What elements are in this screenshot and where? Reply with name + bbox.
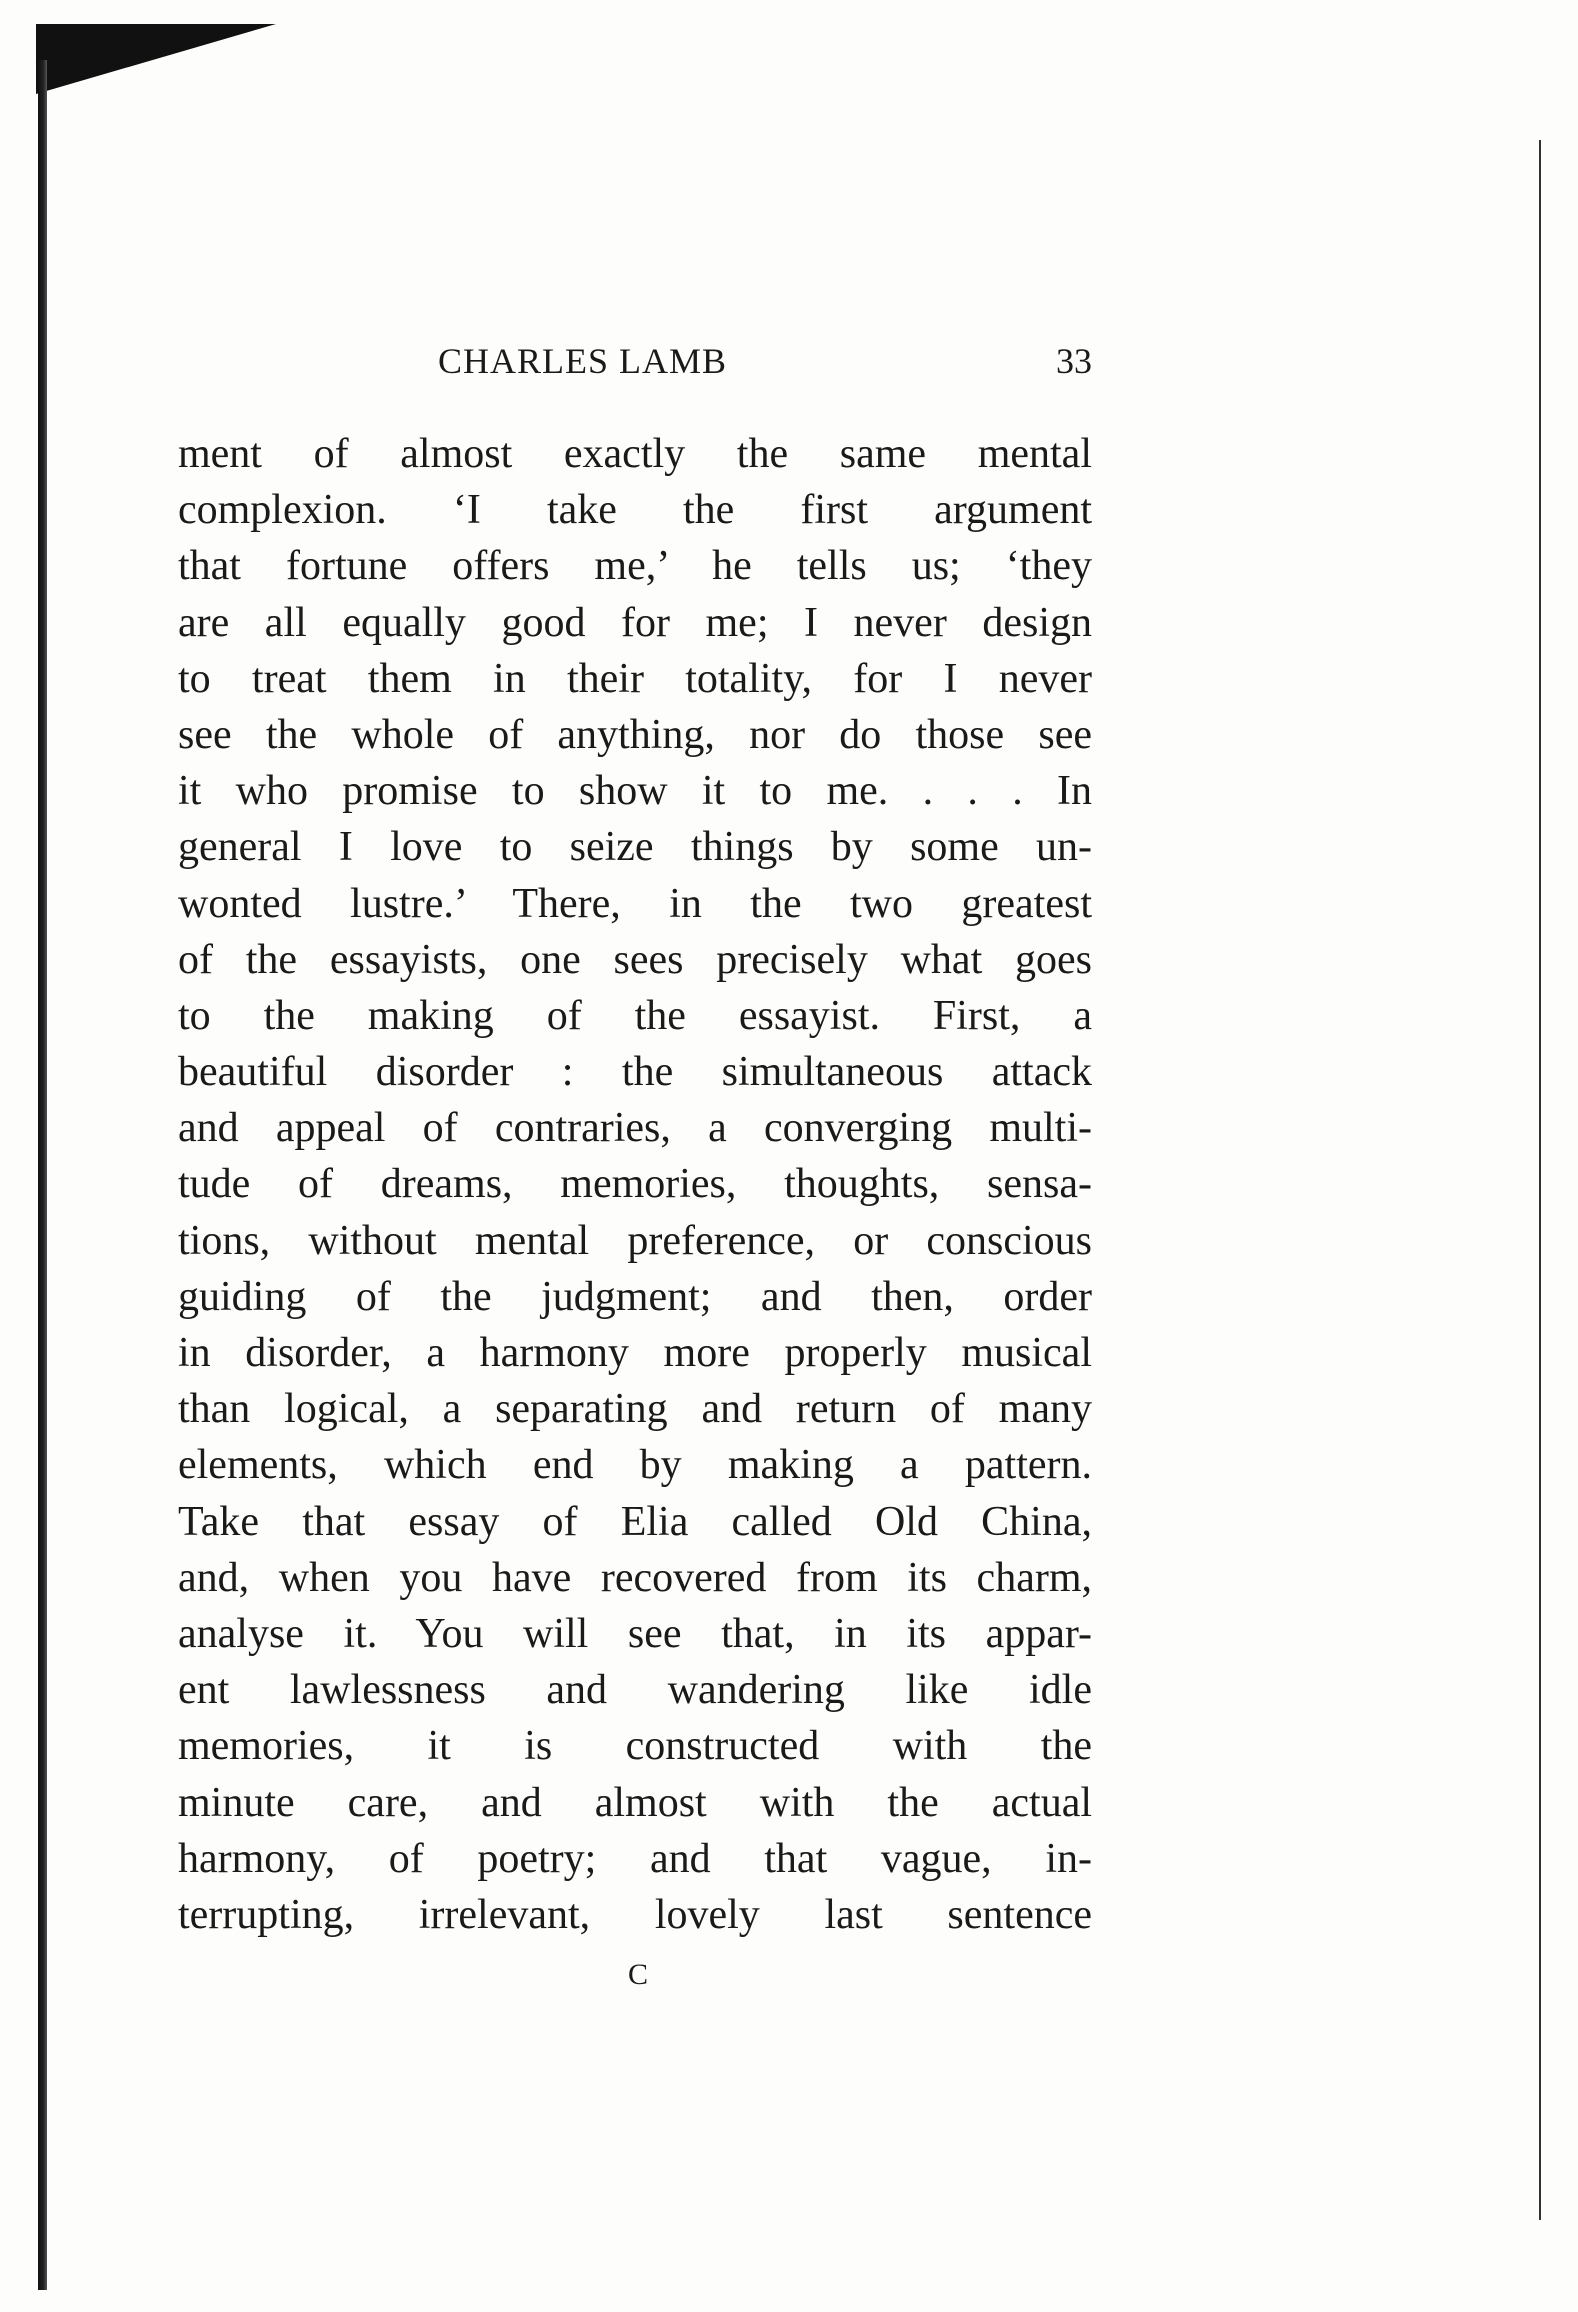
text-line: harmony, of poetry; and that vague, in- [178, 1835, 1092, 1882]
body-text [178, 426, 1092, 1943]
binding-edge [38, 60, 47, 2290]
text-line: to treat them in their totality, for I never [178, 655, 1092, 702]
text-line: general I love to seize things by some un- [178, 824, 1092, 871]
running-head [178, 340, 1092, 396]
text-line: ment of almost exactly the same mental [178, 431, 1092, 477]
text-line: elements, which end by making a pattern. [178, 1442, 1092, 1489]
text-line: beautiful disorder : the simultaneous attack [178, 1049, 1092, 1096]
text-line: memories, it is constructed with the [178, 1723, 1092, 1770]
text-line: tions, without mental preference, or conscious [178, 1217, 1092, 1264]
text-line: than logical, a separating and return of many [178, 1386, 1092, 1433]
text-line: ent lawlessness and wandering like idle [178, 1667, 1092, 1714]
text-line: guiding of the judgment; and then, order [178, 1273, 1092, 1320]
text-line: complexion. ‘I take the first argument [178, 487, 1092, 534]
text-line: see the whole of anything, nor do those see [178, 711, 1092, 758]
text-line: to the making of the essayist. First, a [178, 992, 1092, 1039]
text-line: Take that essay of Elia called Old China, [178, 1498, 1092, 1545]
page-number: 33 [1056, 341, 1092, 381]
text-line: it who promise to show it to me. . . . In [178, 768, 1092, 815]
text-line: and appeal of contraries, a converging multi- [178, 1105, 1092, 1152]
text-line: wonted lustre.’ There, in the two greatest [178, 880, 1092, 927]
text-line: that fortune offers me,’ he tells us; ‘they [178, 543, 1092, 590]
text-line: and, when you have recovered from its charm, [178, 1554, 1092, 1601]
text-line: terrupting, irrelevant, lovely last sentence [178, 1891, 1092, 1938]
text-line: of the essayists, one sees precisely what goes [178, 936, 1092, 983]
running-head-title: CHARLES LAMB [438, 341, 728, 381]
scan-shadow-wedge [36, 24, 276, 94]
text-line: tude of dreams, memories, thoughts, sensa- [178, 1161, 1092, 1208]
page-edge-line [1539, 140, 1541, 2220]
signature-mark: C [628, 1958, 649, 1991]
text-line: in disorder, a harmony more properly musical [178, 1330, 1092, 1376]
text-line: are all equally good for me; I never design [178, 599, 1092, 646]
text-line: minute care, and almost with the actual [178, 1779, 1092, 1826]
text-line: analyse it. You will see that, in its appar- [178, 1610, 1092, 1657]
